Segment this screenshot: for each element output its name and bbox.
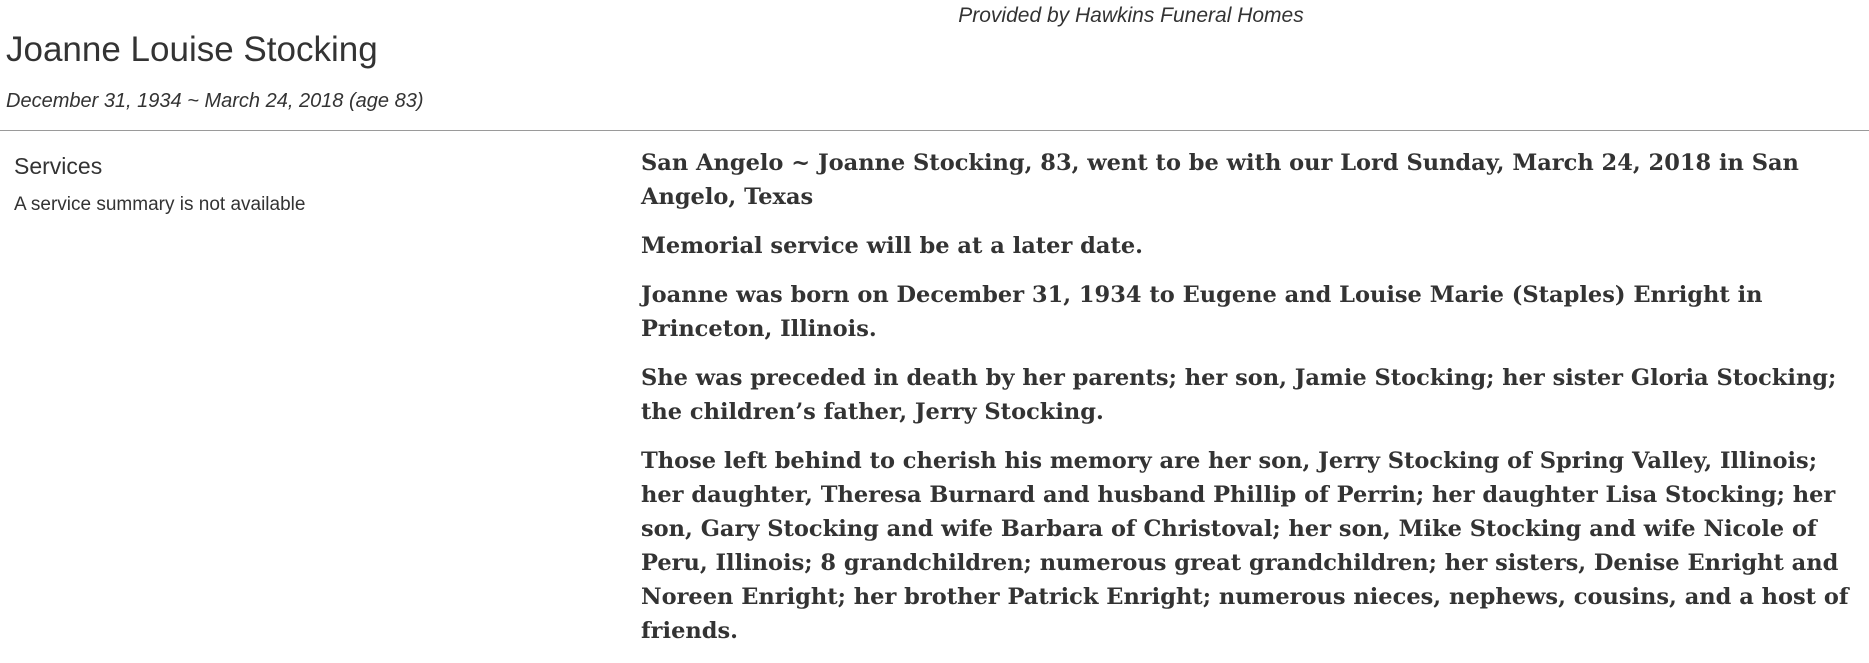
provider-credit: Provided by Hawkins Funeral Homes bbox=[958, 4, 1304, 27]
header-divider bbox=[0, 130, 1869, 131]
obituary-paragraph: San Angelo ~ Joanne Stocking, 83, went to be with our Lord Sunday, March 24, 2018 in San Angelo, Texas bbox=[641, 150, 1799, 210]
services-panel bbox=[14, 153, 614, 216]
services-title: Services bbox=[14, 153, 103, 179]
obituary-paragraph: She was preceded in death by her parents; her son, Jamie Stocking; her sister Gloria Stocking; the children’s father, Jerry Stocking. bbox=[641, 365, 1837, 425]
obituary-text bbox=[641, 146, 1863, 663]
deceased-name: Joanne Louise Stocking bbox=[6, 30, 378, 69]
life-dates: December 31, 1934 ~ March 24, 2018 (age 83) bbox=[6, 90, 424, 112]
obituary-paragraph: Joanne was born on December 31, 1934 to Eugene and Louise Marie (Staples) Enright in Princeton, Illinois. bbox=[641, 282, 1763, 342]
obituary-header bbox=[6, 28, 423, 113]
obituary-paragraph: Memorial service will be at a later date. bbox=[641, 233, 1144, 259]
services-summary: A service summary is not available bbox=[14, 194, 306, 215]
obituary-paragraph: Those left behind to cherish his memory are her son, Jerry Stocking of Spring Valley, Illinois; her daughter, Theresa Burnard and husband Phillip of Perrin; her daughter Lisa Stocking; her son, Gary Stocking and wife Barbara of Christoval; her son, Mike Stocking and wife Nicole of Peru, Illinois; 8 grandchildren; numerous great grandchildren; her sisters, Denise Enright and Noreen Enright; her brother Patrick Enright; numerous nieces, nephews, cousins, and a host of friends. bbox=[641, 448, 1849, 644]
